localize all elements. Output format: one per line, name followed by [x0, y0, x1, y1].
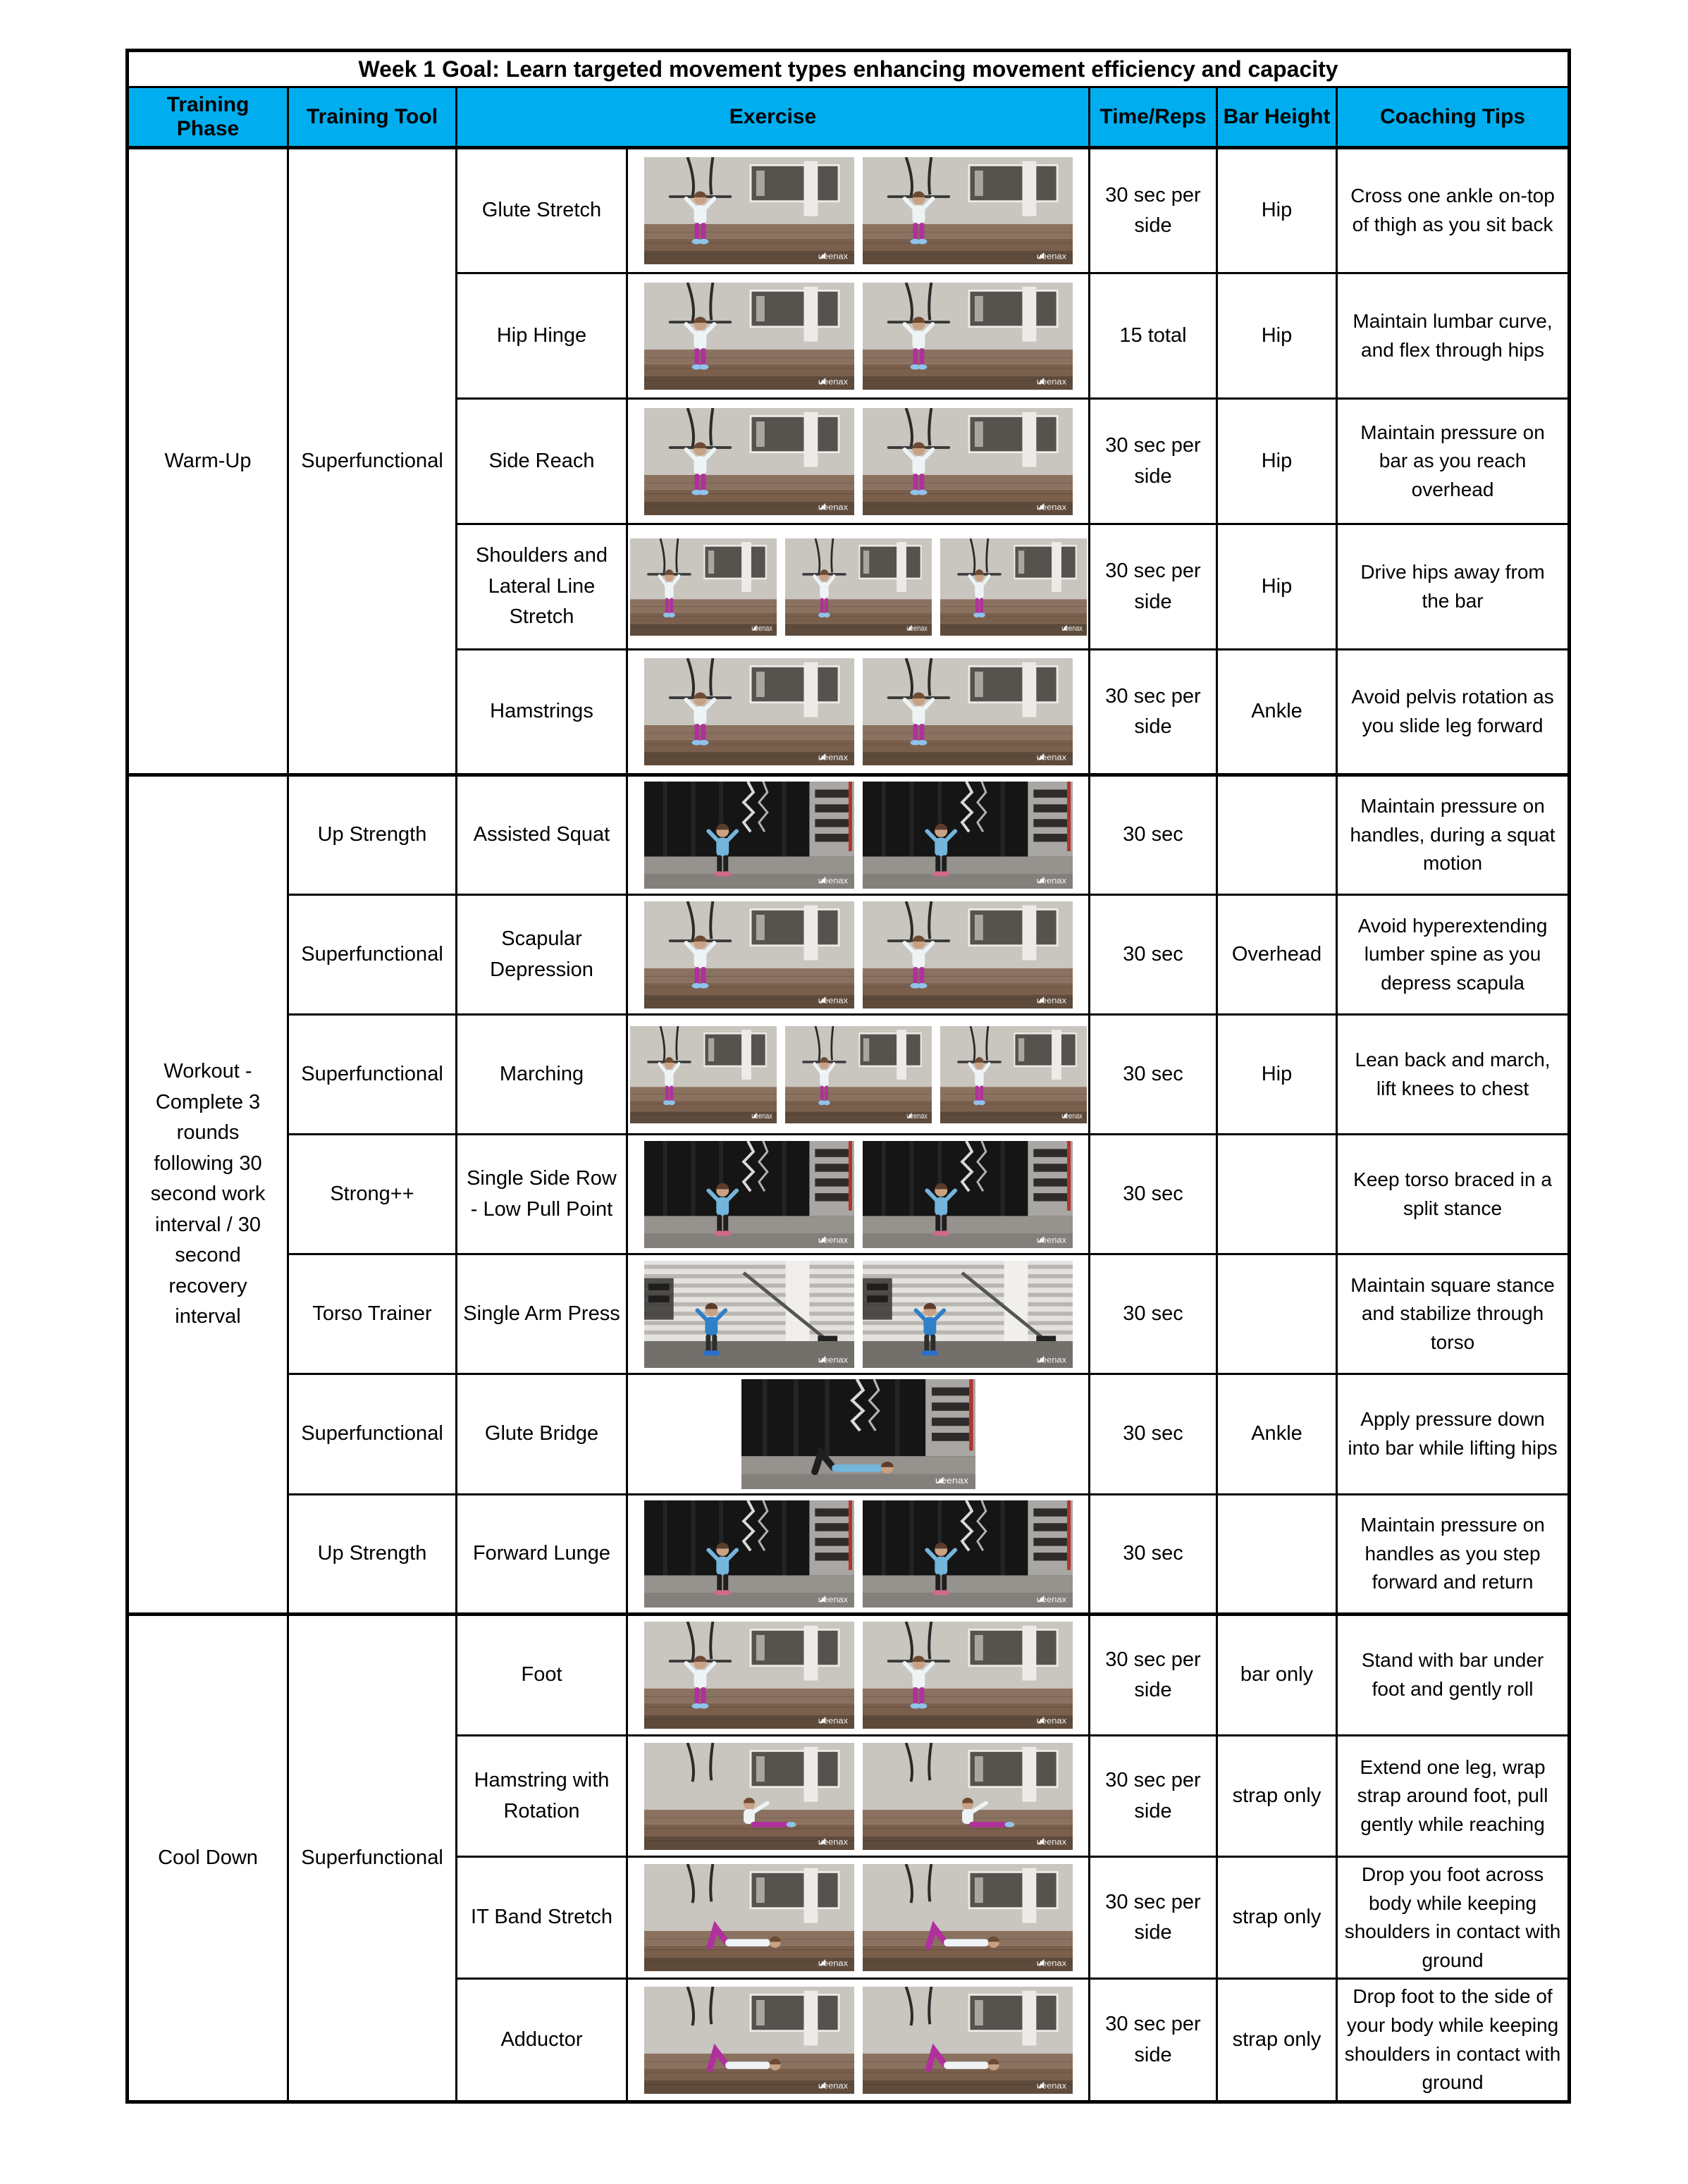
exercise-photos-cell [627, 1135, 1090, 1254]
exercise-row [128, 1254, 1570, 1374]
column-header-coaching-tips: Coaching Tips [1337, 87, 1570, 148]
coaching-tips-cell: Drop foot to the side of your body while keeping shoulders in contact with ground [1337, 1979, 1570, 2102]
svg-text:ueenax: ueenax [818, 2080, 848, 2090]
exercise-photo-illustration [863, 408, 1073, 515]
time-reps-cell: 30 sec [1090, 1015, 1217, 1135]
exercise-photos-cell [627, 273, 1090, 399]
column-header-row [128, 87, 1570, 148]
svg-text:ueenax: ueenax [1036, 502, 1066, 512]
exercise-photo-illustration [863, 283, 1073, 390]
svg-text:ueenax: ueenax [935, 1475, 968, 1486]
column-header-training-phase: Training Phase [128, 87, 288, 148]
photo-strip [629, 1141, 1087, 1248]
coaching-tips-cell: Maintain lumbar curve, and flex through hips [1337, 273, 1570, 399]
coaching-tips-cell: Apply pressure down into bar while lifting hips [1337, 1374, 1570, 1495]
exercise-photos-cell [627, 1857, 1090, 1979]
bar-height-cell [1217, 1254, 1337, 1374]
photo-strip [629, 408, 1087, 515]
exercise-photo-illustration [644, 157, 854, 264]
training-tool-cell: Superfunctional [288, 1015, 457, 1135]
svg-text:ueenax: ueenax [818, 1837, 848, 1846]
svg-text:ueenax: ueenax [818, 752, 848, 763]
exercise-photo-illustration [863, 1743, 1073, 1850]
exercise-photos-cell [627, 1254, 1090, 1374]
exercise-name-cell: Shoulders and Lateral Line Stretch [457, 524, 627, 650]
exercise-photo-illustration [644, 1622, 854, 1729]
svg-text:ueenax: ueenax [818, 251, 848, 261]
exercise-name-cell: Adductor [457, 1979, 627, 2102]
bar-height-cell: strap only [1217, 1979, 1337, 2102]
bar-height-cell: Hip [1217, 524, 1337, 650]
time-reps-cell: 30 sec per side [1090, 148, 1217, 273]
column-header-bar-height: Bar Height [1217, 87, 1337, 148]
photo-strip [629, 782, 1087, 889]
coaching-tips-cell: Maintain pressure on bar as you reach overhead [1337, 399, 1570, 524]
time-reps-cell: 30 sec per side [1090, 1615, 1217, 1736]
svg-text:ueenax: ueenax [1036, 2080, 1066, 2090]
bar-height-cell [1217, 1495, 1337, 1615]
bar-height-cell: Overhead [1217, 895, 1337, 1015]
exercise-photo-illustration [863, 1864, 1073, 1971]
table-head [128, 51, 1570, 148]
exercise-photos-cell [627, 650, 1090, 775]
exercise-photo-illustration [644, 1261, 854, 1368]
exercise-photo-illustration [863, 1987, 1073, 2094]
svg-text:ueenax: ueenax [1036, 376, 1066, 386]
coaching-tips-cell: Extend one leg, wrap strap around foot, pull gently while reaching [1337, 1736, 1570, 1857]
svg-text:ueenax: ueenax [818, 376, 848, 386]
svg-text:ueenax: ueenax [1036, 1355, 1066, 1364]
photo-strip [629, 1622, 1087, 1729]
photo-strip [629, 1864, 1087, 1971]
bar-height-cell: Hip [1217, 273, 1337, 399]
photo-strip [629, 901, 1087, 1008]
bar-height-cell: strap only [1217, 1736, 1337, 1857]
svg-text:ueenax: ueenax [1061, 1111, 1083, 1121]
exercise-photo-illustration [940, 1026, 1087, 1123]
exercise-name-cell: Side Reach [457, 399, 627, 524]
exercise-photo-illustration [863, 658, 1073, 765]
time-reps-cell: 30 sec [1090, 1374, 1217, 1495]
svg-text:ueenax: ueenax [1036, 1594, 1066, 1605]
photo-strip [629, 283, 1087, 390]
exercise-row [128, 1374, 1570, 1495]
time-reps-cell: 30 sec per side [1090, 650, 1217, 775]
exercise-photo-illustration [863, 1500, 1073, 1608]
photo-strip [629, 1026, 1087, 1123]
coaching-tips-cell: Keep torso braced in a split stance [1337, 1135, 1570, 1254]
title-row [128, 51, 1570, 87]
exercise-photos-cell [627, 524, 1090, 650]
svg-text:ueenax: ueenax [1036, 1837, 1066, 1846]
exercise-name-cell: Assisted Squat [457, 775, 627, 895]
bar-height-cell: Hip [1217, 1015, 1337, 1135]
svg-text:ueenax: ueenax [1061, 624, 1083, 633]
exercise-row [128, 1135, 1570, 1254]
coaching-tips-cell: Avoid hyperextending lumber spine as you depress scapula [1337, 895, 1570, 1015]
exercise-photo-illustration [863, 901, 1073, 1008]
exercise-name-cell: Single Side Row - Low Pull Point [457, 1135, 627, 1254]
training-tool-cell: Superfunctional [288, 148, 457, 775]
time-reps-cell: 30 sec [1090, 1254, 1217, 1374]
bar-height-cell: bar only [1217, 1615, 1337, 1736]
exercise-name-cell: IT Band Stretch [457, 1857, 627, 1979]
time-reps-cell: 30 sec per side [1090, 1979, 1217, 2102]
coaching-tips-cell: Avoid pelvis rotation as you slide leg forward [1337, 650, 1570, 775]
svg-text:ueenax: ueenax [818, 1594, 848, 1605]
bar-height-cell [1217, 775, 1337, 895]
bar-height-cell: Hip [1217, 148, 1337, 273]
time-reps-cell: 30 sec [1090, 1135, 1217, 1254]
exercise-photo-illustration [863, 1622, 1073, 1729]
training-tool-cell: Up Strength [288, 1495, 457, 1615]
photo-strip [629, 1500, 1087, 1608]
exercise-name-cell: Glute Stretch [457, 148, 627, 273]
exercise-photos-cell [627, 1615, 1090, 1736]
bar-height-cell: strap only [1217, 1857, 1337, 1979]
exercise-name-cell: Scapular Depression [457, 895, 627, 1015]
exercise-row [128, 148, 1570, 273]
training-tool-cell: Strong++ [288, 1135, 457, 1254]
exercise-photo-illustration [863, 1141, 1073, 1248]
column-header-training-tool: Training Tool [288, 87, 457, 148]
exercise-photos-cell [627, 1495, 1090, 1615]
exercise-photos-cell [627, 148, 1090, 273]
exercise-photo-illustration [644, 1141, 854, 1248]
exercise-photo-illustration [644, 782, 854, 889]
svg-text:ueenax: ueenax [1036, 752, 1066, 763]
photo-strip [629, 1743, 1087, 1850]
svg-text:ueenax: ueenax [818, 1235, 848, 1245]
coaching-tips-cell: Stand with bar under foot and gently roll [1337, 1615, 1570, 1736]
training-tool-cell: Torso Trainer [288, 1254, 457, 1374]
exercise-photo-illustration [644, 1864, 854, 1971]
time-reps-cell: 30 sec per side [1090, 399, 1217, 524]
training-phase-cell: Warm-Up [128, 148, 288, 775]
exercise-photos-cell [627, 1979, 1090, 2102]
training-tool-cell: Superfunctional [288, 1615, 457, 2102]
exercise-name-cell: Hamstring with Rotation [457, 1736, 627, 1857]
exercise-photo-illustration [940, 538, 1087, 636]
training-tool-cell: Superfunctional [288, 1374, 457, 1495]
exercise-photo-illustration [863, 1261, 1073, 1368]
table-title: Week 1 Goal: Learn targeted movement types enhancing movement efficiency and capacity [128, 51, 1570, 87]
svg-text:ueenax: ueenax [818, 995, 848, 1005]
svg-text:ueenax: ueenax [1036, 1715, 1066, 1726]
exercise-row [128, 1615, 1570, 1736]
bar-height-cell: Ankle [1217, 650, 1337, 775]
training-tool-cell: Up Strength [288, 775, 457, 895]
workout-table [125, 49, 1571, 2104]
exercise-name-cell: Hamstrings [457, 650, 627, 775]
coaching-tips-cell: Drop you foot across body while keeping shoulders in contact with ground [1337, 1857, 1570, 1979]
svg-text:ueenax: ueenax [1036, 995, 1066, 1005]
time-reps-cell: 15 total [1090, 273, 1217, 399]
exercise-photo-illustration [644, 901, 854, 1008]
svg-text:ueenax: ueenax [1036, 251, 1066, 261]
exercise-photo-illustration [644, 1500, 854, 1608]
svg-text:ueenax: ueenax [751, 1111, 772, 1121]
coaching-tips-cell: Cross one ankle on-top of thigh as you sit back [1337, 148, 1570, 273]
training-phase-cell: Cool Down [128, 1615, 288, 2102]
svg-text:ueenax: ueenax [818, 502, 848, 512]
exercise-photo-illustration [863, 782, 1073, 889]
coaching-tips-cell: Maintain pressure on handles as you step forward and return [1337, 1495, 1570, 1615]
time-reps-cell: 30 sec [1090, 895, 1217, 1015]
svg-text:ueenax: ueenax [818, 875, 848, 886]
exercise-photos-cell [627, 1374, 1090, 1495]
exercise-row [128, 895, 1570, 1015]
bar-height-cell: Ankle [1217, 1374, 1337, 1495]
exercise-row [128, 1495, 1570, 1615]
photo-strip [629, 1379, 1087, 1489]
time-reps-cell: 30 sec per side [1090, 1736, 1217, 1857]
coaching-tips-cell: Lean back and march, lift knees to chest [1337, 1015, 1570, 1135]
svg-text:ueenax: ueenax [1036, 1958, 1066, 1968]
exercise-photo-illustration [741, 1379, 975, 1489]
exercise-photo-illustration [644, 658, 854, 765]
exercise-photo-illustration [630, 1026, 777, 1123]
exercise-photo-illustration [785, 1026, 932, 1123]
photo-strip [629, 1987, 1087, 2094]
svg-text:ueenax: ueenax [906, 1111, 928, 1121]
svg-text:ueenax: ueenax [818, 1355, 848, 1364]
exercise-row [128, 775, 1570, 895]
exercise-photo-illustration [785, 538, 932, 636]
column-header-exercise: Exercise [457, 87, 1090, 148]
column-header-time-reps: Time/Reps [1090, 87, 1217, 148]
svg-text:ueenax: ueenax [906, 624, 928, 633]
coaching-tips-cell: Drive hips away from the bar [1337, 524, 1570, 650]
photo-strip [629, 157, 1087, 264]
exercise-photo-illustration [863, 157, 1073, 264]
svg-text:ueenax: ueenax [1036, 1235, 1066, 1245]
training-phase-cell: Workout - Complete 3 rounds following 30 second work interval / 30 second recovery interval [128, 775, 288, 1615]
time-reps-cell: 30 sec per side [1090, 524, 1217, 650]
training-tool-cell: Superfunctional [288, 895, 457, 1015]
svg-text:ueenax: ueenax [1036, 875, 1066, 886]
svg-text:ueenax: ueenax [818, 1715, 848, 1726]
exercise-photo-illustration [644, 408, 854, 515]
exercise-name-cell: Foot [457, 1615, 627, 1736]
coaching-tips-cell: Maintain square stance and stabilize through torso [1337, 1254, 1570, 1374]
photo-strip [629, 538, 1087, 636]
time-reps-cell: 30 sec [1090, 1495, 1217, 1615]
bar-height-cell [1217, 1135, 1337, 1254]
exercise-name-cell: Glute Bridge [457, 1374, 627, 1495]
svg-text:ueenax: ueenax [818, 1958, 848, 1968]
exercise-photos-cell [627, 1015, 1090, 1135]
exercise-name-cell: Hip Hinge [457, 273, 627, 399]
photo-strip [629, 1261, 1087, 1368]
exercise-photo-illustration [644, 283, 854, 390]
exercise-photos-cell [627, 895, 1090, 1015]
photo-strip [629, 658, 1087, 765]
exercise-row [128, 1015, 1570, 1135]
exercise-photos-cell [627, 399, 1090, 524]
exercise-name-cell: Marching [457, 1015, 627, 1135]
coaching-tips-cell: Maintain pressure on handles, during a squat motion [1337, 775, 1570, 895]
exercise-photos-cell [627, 775, 1090, 895]
exercise-photo-illustration [644, 1987, 854, 2094]
exercise-name-cell: Forward Lunge [457, 1495, 627, 1615]
exercise-name-cell: Single Arm Press [457, 1254, 627, 1374]
svg-text:ueenax: ueenax [751, 624, 772, 633]
exercise-photo-illustration [644, 1743, 854, 1850]
table-body [128, 148, 1570, 2102]
time-reps-cell: 30 sec per side [1090, 1857, 1217, 1979]
time-reps-cell: 30 sec [1090, 775, 1217, 895]
exercise-photo-illustration [630, 538, 777, 636]
bar-height-cell: Hip [1217, 399, 1337, 524]
exercise-photos-cell [627, 1736, 1090, 1857]
